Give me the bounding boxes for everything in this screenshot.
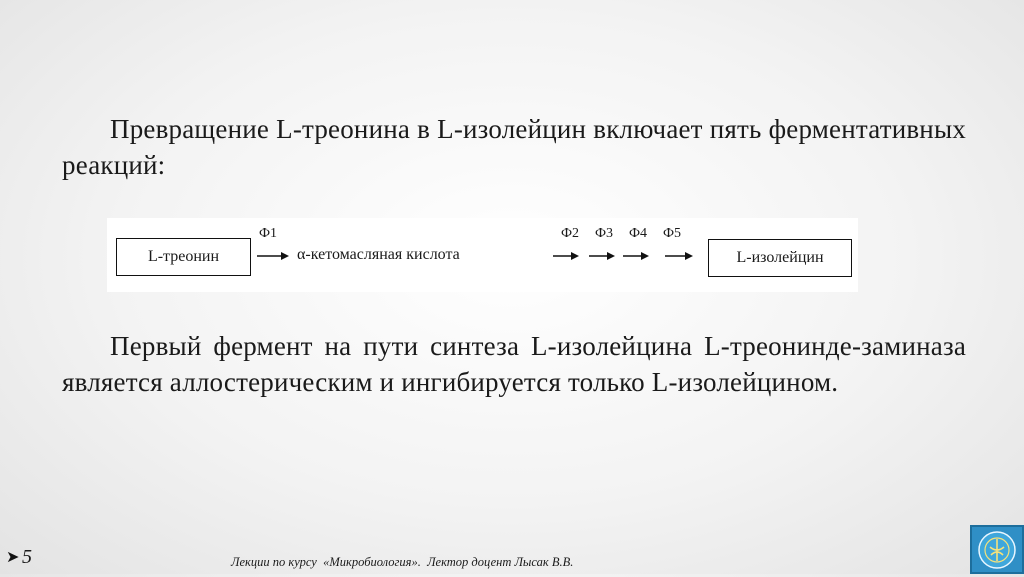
end-compound-label: L-изолейцин bbox=[736, 249, 824, 266]
end-compound-box bbox=[708, 239, 852, 277]
university-emblem-icon bbox=[970, 525, 1024, 574]
enzyme-label-2: Ф2 bbox=[561, 226, 580, 241]
page-number: 5 bbox=[22, 546, 32, 568]
enzyme-label-4: Ф4 bbox=[629, 226, 648, 241]
slide-arrow-icon: ➤ bbox=[6, 547, 20, 566]
enzyme-paragraph: Первый фермент на пути синтеза L-изолейцина L-треонинде-заминаза является аллостерическим и ингибируется только L-изолейцином. bbox=[62, 331, 966, 397]
start-compound-box bbox=[116, 238, 251, 276]
start-compound-label: L-треонин bbox=[147, 248, 220, 265]
pathway-diagram bbox=[107, 218, 858, 292]
enzyme-label-1: Ф1 bbox=[259, 226, 278, 241]
arrow-icon bbox=[257, 251, 289, 261]
arrow-icon bbox=[589, 251, 615, 261]
footer-caption: Лекции по курсу «Микробиология». Лектор доцент Лысак В.В. bbox=[231, 555, 574, 569]
enzyme-label-5: Ф5 bbox=[663, 226, 682, 241]
arrow-icon bbox=[623, 251, 649, 261]
arrow-icon bbox=[665, 251, 693, 261]
arrow-icon bbox=[553, 251, 579, 261]
intermediate-compound-label: α-кетомасляная кислота bbox=[297, 246, 460, 263]
intro-paragraph: Превращение L-треонина в L-изолейцин включает пять ферментативных реакций: bbox=[62, 114, 966, 180]
enzyme-label-3: Ф3 bbox=[595, 226, 614, 241]
